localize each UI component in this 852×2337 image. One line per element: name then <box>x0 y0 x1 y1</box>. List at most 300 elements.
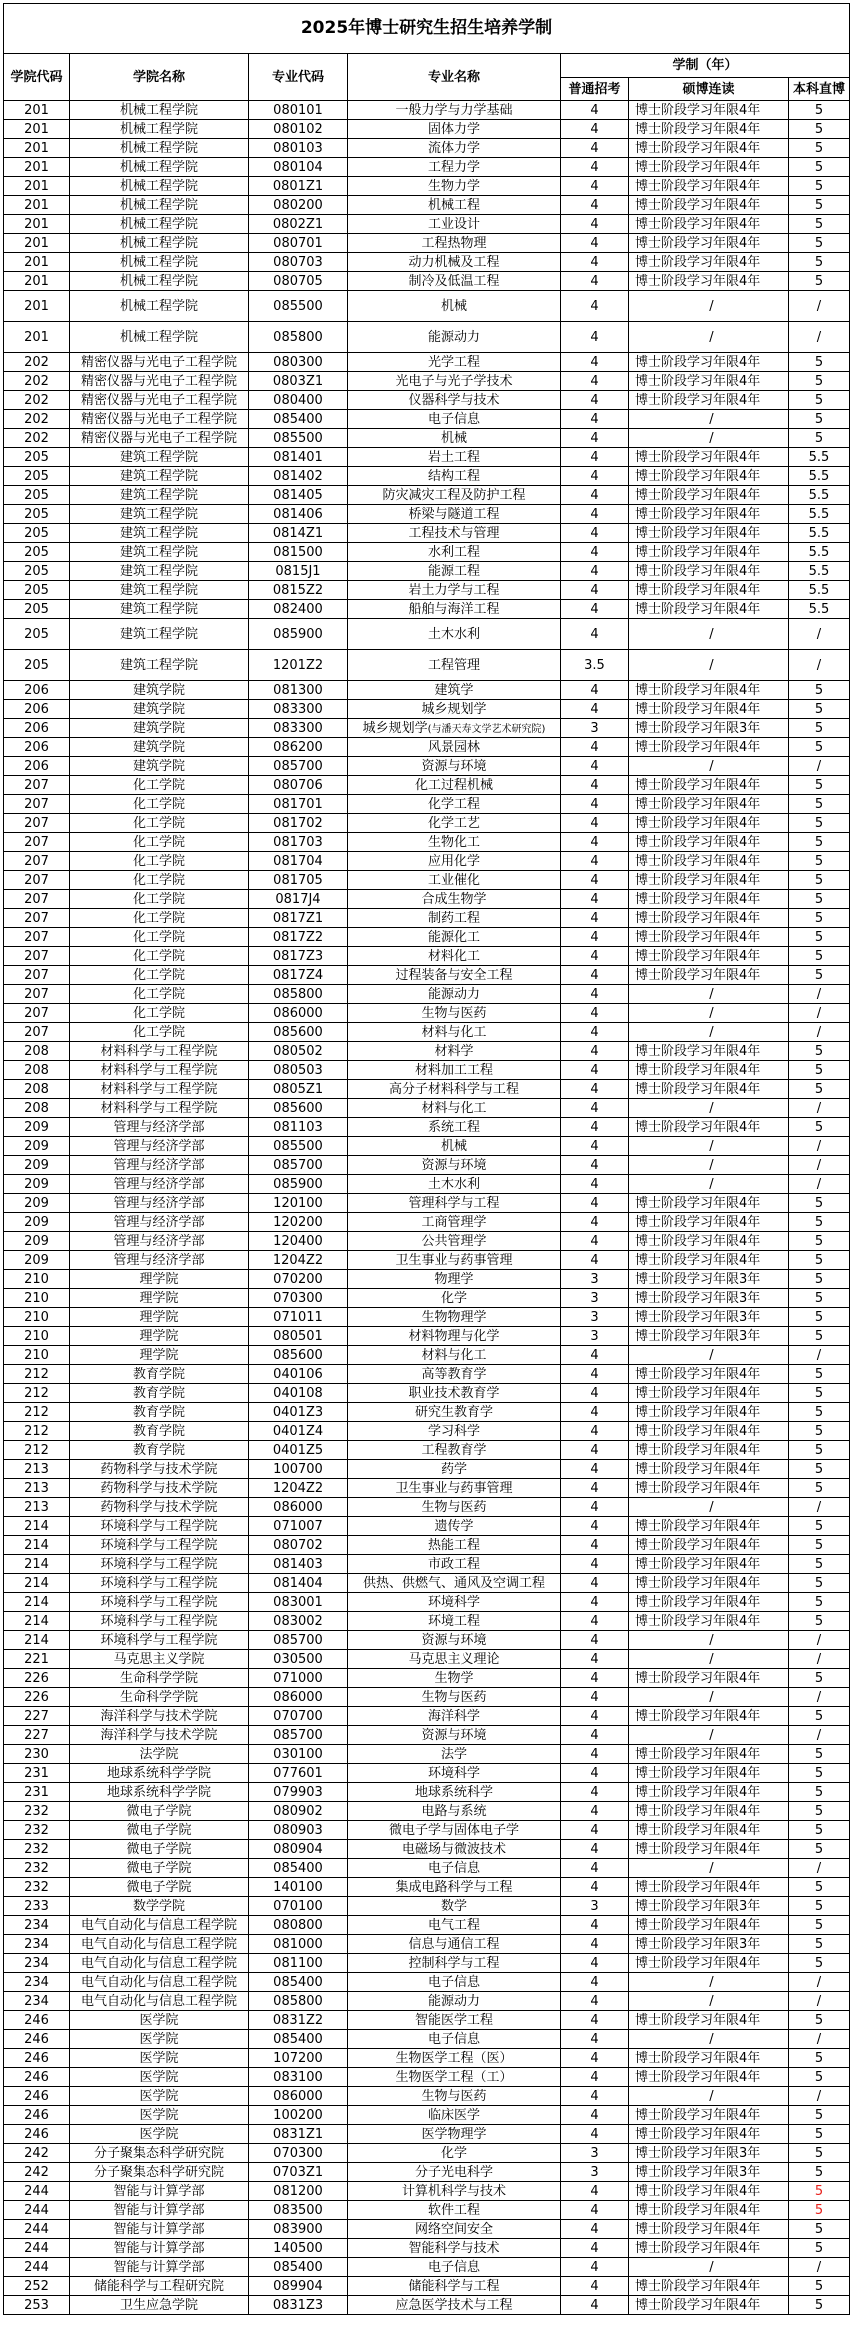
table-row <box>4 1726 850 1745</box>
cell-major-code: 086000 <box>249 1498 348 1517</box>
table-row <box>4 429 850 448</box>
table-row <box>4 448 850 467</box>
cell-major-name: 智能科学与技术 <box>348 2239 561 2258</box>
cell-ms-phd-years: / <box>629 1004 789 1023</box>
cell-major-code: 081103 <box>249 1118 348 1137</box>
cell-general-years: 4 <box>561 177 629 196</box>
cell-ms-phd-years: 博士阶段学习年限4年 <box>629 1517 789 1536</box>
cell-college-name: 建筑工程学院 <box>70 448 249 467</box>
table-row <box>4 291 850 322</box>
cell-college-name: 环境科学与工程学院 <box>70 1631 249 1650</box>
cell-general-years: 4 <box>561 1954 629 1973</box>
cell-direct-years: 5 <box>789 1878 850 1897</box>
cell-major-code: 1201Z2 <box>249 650 348 681</box>
table-row <box>4 1175 850 1194</box>
cell-major-code: 080101 <box>249 101 348 120</box>
cell-general-years: 4 <box>561 2296 629 2315</box>
cell-major-code: 086200 <box>249 738 348 757</box>
cell-college-name: 建筑学院 <box>70 700 249 719</box>
cell-major-name: 化学工程 <box>348 795 561 814</box>
cell-direct-years: 5.5 <box>789 543 850 562</box>
cell-general-years: 4 <box>561 2068 629 2087</box>
cell-college-name: 电气自动化与信息工程学院 <box>70 1954 249 1973</box>
cell-direct-years: 5 <box>789 1289 850 1308</box>
cell-major-code: 070700 <box>249 1707 348 1726</box>
cell-ms-phd-years: 博士阶段学习年限4年 <box>629 1441 789 1460</box>
cell-college-name: 精密仪器与光电子工程学院 <box>70 391 249 410</box>
cell-college-code: 201 <box>4 177 70 196</box>
cell-major-name: 风景园林 <box>348 738 561 757</box>
cell-direct-years: / <box>789 1973 850 1992</box>
cell-college-code: 232 <box>4 1821 70 1840</box>
cell-major-code: 0831Z3 <box>249 2296 348 2315</box>
cell-general-years: 4 <box>561 776 629 795</box>
cell-major-name: 热能工程 <box>348 1536 561 1555</box>
table-row <box>4 1099 850 1118</box>
cell-major-name: 防灾减灾工程及防护工程 <box>348 486 561 505</box>
cell-major-code: 040106 <box>249 1365 348 1384</box>
cell-ms-phd-years: 博士阶段学习年限4年 <box>629 234 789 253</box>
cell-general-years: 4 <box>561 1612 629 1631</box>
cell-college-name: 化工学院 <box>70 890 249 909</box>
table-row <box>4 2125 850 2144</box>
cell-major-name: 生物医学工程（医） <box>348 2049 561 2068</box>
cell-general-years: 4 <box>561 1574 629 1593</box>
table-row <box>4 1251 850 1270</box>
cell-college-code: 206 <box>4 719 70 738</box>
cell-college-code: 213 <box>4 1479 70 1498</box>
cell-college-name: 管理与经济学部 <box>70 1156 249 1175</box>
cell-direct-years: 5 <box>789 2296 850 2315</box>
table-row <box>4 139 850 158</box>
cell-ms-phd-years: / <box>629 1346 789 1365</box>
cell-general-years: 4 <box>561 1137 629 1156</box>
cell-college-code: 246 <box>4 2125 70 2144</box>
table-row <box>4 1308 850 1327</box>
cell-ms-phd-years: / <box>629 1688 789 1707</box>
cell-direct-years: 5.5 <box>789 562 850 581</box>
cell-major-name: 岩土力学与工程 <box>348 581 561 600</box>
cell-major-code: 085900 <box>249 619 348 650</box>
cell-college-name: 材料科学与工程学院 <box>70 1042 249 1061</box>
table-row <box>4 1669 850 1688</box>
table-row <box>4 410 850 429</box>
cell-college-name: 教育学院 <box>70 1365 249 1384</box>
table-row <box>4 1802 850 1821</box>
cell-general-years: 3 <box>561 719 629 738</box>
cell-major-code: 083500 <box>249 2201 348 2220</box>
cell-major-name: 职业技术教育学 <box>348 1384 561 1403</box>
cell-direct-years: 5 <box>789 1251 850 1270</box>
cell-direct-years: / <box>789 2030 850 2049</box>
cell-general-years: 4 <box>561 139 629 158</box>
cell-major-name: 材料物理与化学 <box>348 1327 561 1346</box>
table-row <box>4 1973 850 1992</box>
cell-direct-years: 5 <box>789 871 850 890</box>
cell-ms-phd-years: / <box>629 1023 789 1042</box>
cell-college-name: 化工学院 <box>70 776 249 795</box>
cell-ms-phd-years: / <box>629 985 789 1004</box>
cell-major-code: 071000 <box>249 1669 348 1688</box>
cell-major-code: 082400 <box>249 600 348 619</box>
cell-major-name: 光电子与光子学技术 <box>348 372 561 391</box>
cell-college-name: 分子聚集态科学研究院 <box>70 2163 249 2182</box>
cell-ms-phd-years: 博士阶段学习年限4年 <box>629 1745 789 1764</box>
cell-direct-years: 5 <box>789 1555 850 1574</box>
table-row <box>4 928 850 947</box>
cell-major-code: 081403 <box>249 1555 348 1574</box>
cell-ms-phd-years: 博士阶段学习年限4年 <box>629 1783 789 1802</box>
cell-major-name: 信息与通信工程 <box>348 1935 561 1954</box>
cell-major-code: 080400 <box>249 391 348 410</box>
cell-college-code: 213 <box>4 1498 70 1517</box>
cell-major-code: 070200 <box>249 1270 348 1289</box>
cell-college-name: 地球系统科学学院 <box>70 1764 249 1783</box>
cell-ms-phd-years: 博士阶段学习年限4年 <box>629 2277 789 2296</box>
cell-college-code: 246 <box>4 2011 70 2030</box>
cell-general-years: 4 <box>561 1384 629 1403</box>
cell-ms-phd-years: 博士阶段学习年限4年 <box>629 2125 789 2144</box>
cell-college-code: 201 <box>4 139 70 158</box>
cell-major-name: 研究生教育学 <box>348 1403 561 1422</box>
cell-major-name: 机械 <box>348 1137 561 1156</box>
cell-major-name: 生物与医药 <box>348 1004 561 1023</box>
table-row <box>4 1878 850 1897</box>
cell-ms-phd-years: 博士阶段学习年限4年 <box>629 833 789 852</box>
cell-major-name: 仪器科学与技术 <box>348 391 561 410</box>
cell-college-code: 246 <box>4 2049 70 2068</box>
cell-major-code: 030500 <box>249 1650 348 1669</box>
cell-college-code: 244 <box>4 2239 70 2258</box>
table-row <box>4 2258 850 2277</box>
cell-college-code: 208 <box>4 1080 70 1099</box>
cell-ms-phd-years: 博士阶段学习年限4年 <box>629 909 789 928</box>
cell-major-name: 电路与系统 <box>348 1802 561 1821</box>
cell-general-years: 4 <box>561 1764 629 1783</box>
table-row <box>4 1422 850 1441</box>
cell-ms-phd-years: 博士阶段学习年限4年 <box>629 2296 789 2315</box>
cell-ms-phd-years: 博士阶段学习年限4年 <box>629 681 789 700</box>
cell-general-years: 4 <box>561 2220 629 2239</box>
cell-major-code: 085500 <box>249 291 348 322</box>
cell-ms-phd-years: 博士阶段学习年限4年 <box>629 1479 789 1498</box>
cell-ms-phd-years: 博士阶段学习年限4年 <box>629 581 789 600</box>
cell-general-years: 3.5 <box>561 650 629 681</box>
cell-ms-phd-years: 博士阶段学习年限4年 <box>629 2182 789 2201</box>
cell-ms-phd-years: 博士阶段学习年限4年 <box>629 1707 789 1726</box>
cell-ms-phd-years: 博士阶段学习年限4年 <box>629 1422 789 1441</box>
cell-direct-years: 5 <box>789 2163 850 2182</box>
cell-direct-years: 5 <box>789 1574 850 1593</box>
table-row <box>4 966 850 985</box>
cell-general-years: 4 <box>561 1726 629 1745</box>
table-row <box>4 1365 850 1384</box>
cell-college-name: 海洋科学与技术学院 <box>70 1707 249 1726</box>
table-row <box>4 2277 850 2296</box>
cell-college-name: 建筑工程学院 <box>70 650 249 681</box>
cell-general-years: 4 <box>561 600 629 619</box>
cell-major-code: 085400 <box>249 1973 348 1992</box>
cell-college-code: 246 <box>4 2030 70 2049</box>
cell-direct-years: 5 <box>789 1403 850 1422</box>
cell-ms-phd-years: 博士阶段学习年限4年 <box>629 353 789 372</box>
cell-ms-phd-years: 博士阶段学习年限4年 <box>629 700 789 719</box>
cell-major-code: 086000 <box>249 1004 348 1023</box>
table-row <box>4 253 850 272</box>
table-row <box>4 890 850 909</box>
cell-ms-phd-years: 博士阶段学习年限4年 <box>629 1555 789 1574</box>
cell-general-years: 4 <box>561 234 629 253</box>
cell-major-code: 085700 <box>249 1631 348 1650</box>
cell-direct-years: / <box>789 2258 850 2277</box>
cell-major-name: 电气工程 <box>348 1916 561 1935</box>
cell-direct-years: 5 <box>789 1061 850 1080</box>
cell-ms-phd-years: 博士阶段学习年限4年 <box>629 272 789 291</box>
cell-major-name: 智能医学工程 <box>348 2011 561 2030</box>
cell-major-name: 一般力学与力学基础 <box>348 101 561 120</box>
cell-major-code: 081703 <box>249 833 348 852</box>
cell-general-years: 4 <box>561 2201 629 2220</box>
cell-major-name: 光学工程 <box>348 353 561 372</box>
cell-ms-phd-years: 博士阶段学习年限3年 <box>629 1270 789 1289</box>
table-row <box>4 776 850 795</box>
table-row <box>4 1707 850 1726</box>
cell-college-code: 212 <box>4 1441 70 1460</box>
cell-major-code: 140100 <box>249 1878 348 1897</box>
table-row <box>4 1764 850 1783</box>
cell-college-code: 234 <box>4 1973 70 1992</box>
cell-college-code: 208 <box>4 1042 70 1061</box>
cell-college-name: 马克思主义学院 <box>70 1650 249 1669</box>
cell-general-years: 4 <box>561 1156 629 1175</box>
cell-direct-years: 5 <box>789 909 850 928</box>
cell-ms-phd-years: 博士阶段学习年限4年 <box>629 1802 789 1821</box>
cell-major-name: 地球系统科学 <box>348 1783 561 1802</box>
cell-college-code: 231 <box>4 1764 70 1783</box>
cell-college-code: 209 <box>4 1251 70 1270</box>
cell-direct-years: / <box>789 1859 850 1878</box>
cell-college-code: 209 <box>4 1213 70 1232</box>
cell-general-years: 4 <box>561 1593 629 1612</box>
cell-ms-phd-years: 博士阶段学习年限4年 <box>629 1536 789 1555</box>
cell-college-name: 建筑工程学院 <box>70 486 249 505</box>
cell-college-name: 医学院 <box>70 2106 249 2125</box>
cell-general-years: 4 <box>561 738 629 757</box>
cell-major-name: 材料学 <box>348 1042 561 1061</box>
cell-direct-years: / <box>789 1726 850 1745</box>
table-row <box>4 1061 850 1080</box>
cell-major-code: 080902 <box>249 1802 348 1821</box>
cell-direct-years: 5 <box>789 1441 850 1460</box>
cell-general-years: 4 <box>561 253 629 272</box>
cell-general-years: 4 <box>561 928 629 947</box>
cell-college-code: 207 <box>4 871 70 890</box>
cell-major-code: 086000 <box>249 2087 348 2106</box>
cell-direct-years: 5 <box>789 1954 850 1973</box>
cell-general-years: 4 <box>561 700 629 719</box>
table-row <box>4 600 850 619</box>
table-row <box>4 1783 850 1802</box>
cell-college-name: 建筑工程学院 <box>70 467 249 486</box>
cell-major-code: 080502 <box>249 1042 348 1061</box>
table-row <box>4 1631 850 1650</box>
cell-college-name: 医学院 <box>70 2125 249 2144</box>
cell-direct-years: 5.5 <box>789 581 850 600</box>
cell-ms-phd-years: 博士阶段学习年限4年 <box>629 1840 789 1859</box>
cell-college-code: 205 <box>4 562 70 581</box>
table-row <box>4 101 850 120</box>
header-major-code: 专业代码 <box>249 54 348 101</box>
cell-major-name: 遗传学 <box>348 1517 561 1536</box>
cell-ms-phd-years: 博士阶段学习年限4年 <box>629 776 789 795</box>
cell-college-code: 210 <box>4 1289 70 1308</box>
cell-major-code: 085400 <box>249 2258 348 2277</box>
cell-major-code: 0831Z1 <box>249 2125 348 2144</box>
cell-college-name: 化工学院 <box>70 909 249 928</box>
table-row <box>4 322 850 353</box>
cell-major-name: 生物学 <box>348 1669 561 1688</box>
cell-ms-phd-years: 博士阶段学习年限4年 <box>629 1954 789 1973</box>
cell-college-name: 智能与计算学部 <box>70 2220 249 2239</box>
cell-direct-years: 5 <box>789 2106 850 2125</box>
cell-major-code: 085500 <box>249 429 348 448</box>
cell-major-name: 桥梁与隧道工程 <box>348 505 561 524</box>
cell-major-code: 085800 <box>249 322 348 353</box>
cell-ms-phd-years: 博士阶段学习年限4年 <box>629 2106 789 2125</box>
cell-general-years: 4 <box>561 1004 629 1023</box>
cell-major-code: 081406 <box>249 505 348 524</box>
cell-ms-phd-years: 博士阶段学习年限4年 <box>629 448 789 467</box>
cell-major-name: 材料与化工 <box>348 1023 561 1042</box>
cell-major-code: 081404 <box>249 1574 348 1593</box>
cell-college-code: 214 <box>4 1574 70 1593</box>
cell-college-name: 化工学院 <box>70 852 249 871</box>
cell-college-code: 226 <box>4 1669 70 1688</box>
cell-major-name: 水利工程 <box>348 543 561 562</box>
cell-general-years: 4 <box>561 1536 629 1555</box>
cell-major-code: 085600 <box>249 1099 348 1118</box>
cell-direct-years: 5 <box>789 2220 850 2239</box>
cell-college-code: 210 <box>4 1270 70 1289</box>
cell-direct-years: 5 <box>789 1042 850 1061</box>
cell-general-years: 4 <box>561 429 629 448</box>
cell-major-name: 电子信息 <box>348 1859 561 1878</box>
cell-college-code: 201 <box>4 215 70 234</box>
table-row <box>4 1821 850 1840</box>
cell-major-name: 制药工程 <box>348 909 561 928</box>
cell-major-name: 数学 <box>348 1897 561 1916</box>
cell-college-code: 232 <box>4 1878 70 1897</box>
cell-major-code: 085700 <box>249 1726 348 1745</box>
cell-direct-years: 5 <box>789 1669 850 1688</box>
cell-general-years: 4 <box>561 757 629 776</box>
cell-ms-phd-years: 博士阶段学习年限3年 <box>629 1935 789 1954</box>
cell-major-code: 080503 <box>249 1061 348 1080</box>
cell-major-name: 过程装备与安全工程 <box>348 966 561 985</box>
cell-major-name: 生物力学 <box>348 177 561 196</box>
cell-major-code: 085800 <box>249 985 348 1004</box>
cell-college-name: 化工学院 <box>70 928 249 947</box>
cell-direct-years: 5.5 <box>789 600 850 619</box>
cell-general-years: 4 <box>561 391 629 410</box>
cell-direct-years: 5.5 <box>789 524 850 543</box>
cell-college-name: 环境科学与工程学院 <box>70 1517 249 1536</box>
cell-major-name: 临床医学 <box>348 2106 561 2125</box>
cell-major-code: 081500 <box>249 543 348 562</box>
cell-direct-years: / <box>789 1346 850 1365</box>
cell-major-code: 080104 <box>249 158 348 177</box>
table-row <box>4 619 850 650</box>
cell-college-name: 电气自动化与信息工程学院 <box>70 1935 249 1954</box>
cell-college-code: 234 <box>4 1935 70 1954</box>
cell-ms-phd-years: 博士阶段学习年限4年 <box>629 372 789 391</box>
cell-general-years: 4 <box>561 2030 629 2049</box>
cell-general-years: 4 <box>561 101 629 120</box>
table-row <box>4 1536 850 1555</box>
cell-general-years: 4 <box>561 1973 629 1992</box>
cell-college-name: 建筑工程学院 <box>70 505 249 524</box>
cell-ms-phd-years: 博士阶段学习年限4年 <box>629 215 789 234</box>
cell-major-name: 化学 <box>348 1289 561 1308</box>
cell-major-code: 0817J4 <box>249 890 348 909</box>
table-row <box>4 2220 850 2239</box>
cell-major-name: 应用化学 <box>348 852 561 871</box>
table-row <box>4 158 850 177</box>
cell-major-name: 生物医学工程（工） <box>348 2068 561 2087</box>
cell-major-code: 081701 <box>249 795 348 814</box>
cell-major-name: 电磁场与微波技术 <box>348 1840 561 1859</box>
cell-college-code: 207 <box>4 776 70 795</box>
cell-ms-phd-years: 博士阶段学习年限4年 <box>629 600 789 619</box>
cell-college-name: 建筑工程学院 <box>70 619 249 650</box>
header-college-code: 学院代码 <box>4 54 70 101</box>
cell-ms-phd-years: 博士阶段学习年限4年 <box>629 562 789 581</box>
cell-college-name: 机械工程学院 <box>70 196 249 215</box>
cell-direct-years: 5 <box>789 253 850 272</box>
cell-college-name: 理学院 <box>70 1308 249 1327</box>
cell-direct-years: 5 <box>789 1536 850 1555</box>
table-row <box>4 234 850 253</box>
cell-major-name: 材料化工 <box>348 947 561 966</box>
cell-general-years: 4 <box>561 1555 629 1574</box>
cell-ms-phd-years: 博士阶段学习年限4年 <box>629 177 789 196</box>
header-general: 普通招考 <box>561 78 629 101</box>
cell-major-code: 081000 <box>249 1935 348 1954</box>
cell-ms-phd-years: 博士阶段学习年限4年 <box>629 1232 789 1251</box>
cell-major-name: 能源动力 <box>348 985 561 1004</box>
cell-general-years: 4 <box>561 2011 629 2030</box>
cell-major-code: 1204Z2 <box>249 1251 348 1270</box>
cell-college-code: 205 <box>4 524 70 543</box>
cell-major-name: 生物物理学 <box>348 1308 561 1327</box>
cell-major-name: 药学 <box>348 1460 561 1479</box>
cell-major-name: 环境工程 <box>348 1612 561 1631</box>
cell-major-name: 结构工程 <box>348 467 561 486</box>
cell-college-name: 材料科学与工程学院 <box>70 1061 249 1080</box>
cell-major-name: 工业设计 <box>348 215 561 234</box>
cell-direct-years: / <box>789 1688 850 1707</box>
cell-general-years: 4 <box>561 619 629 650</box>
cell-major-name: 制冷及低温工程 <box>348 272 561 291</box>
cell-direct-years: 5 <box>789 120 850 139</box>
cell-general-years: 4 <box>561 215 629 234</box>
table-row <box>4 947 850 966</box>
cell-general-years: 4 <box>561 291 629 322</box>
cell-direct-years: 5 <box>789 1384 850 1403</box>
cell-college-name: 管理与经济学部 <box>70 1232 249 1251</box>
page-title: 2025年博士研究生招生培养学制 <box>4 4 850 54</box>
cell-ms-phd-years: 博士阶段学习年限4年 <box>629 1194 789 1213</box>
